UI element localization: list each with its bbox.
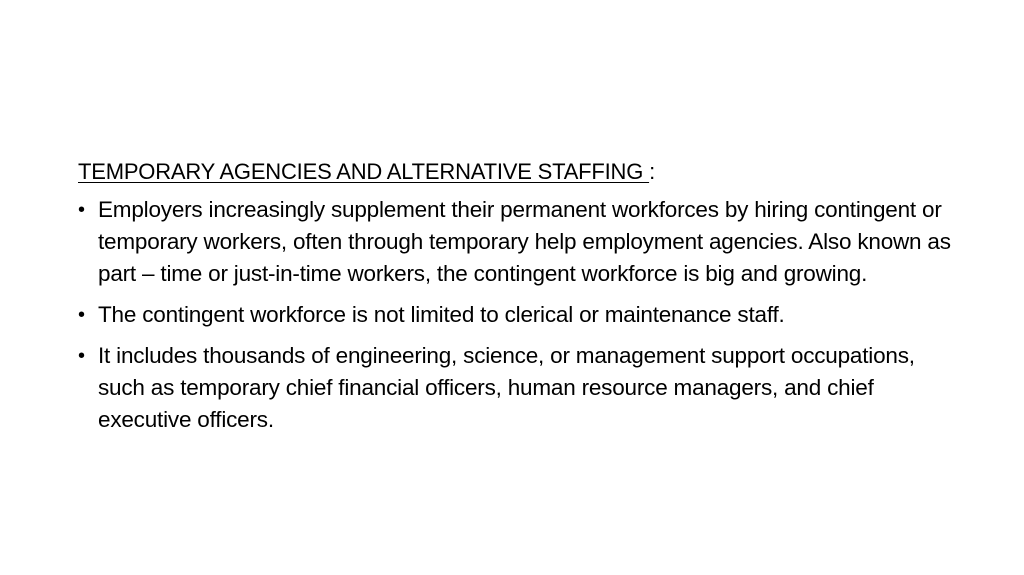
bullet-item xyxy=(78,299,958,331)
bullet-dot-icon: • xyxy=(78,304,85,326)
bullet-item xyxy=(78,340,958,436)
bullet-list xyxy=(78,194,958,436)
slide-heading xyxy=(78,156,958,188)
bullet-dot-icon: • xyxy=(78,345,85,367)
bullet-dot-icon: • xyxy=(78,199,85,221)
bullet-text: The contingent workforce is not limited to clerical or maintenance staff. xyxy=(98,302,785,327)
bullet-text: Employers increasingly supplement their permanent workforces by hiring contingent or temporary workers, often through temporary help employment agencies. Also known as part – time or just-in-time workers, the contingent workforce is big and growing. xyxy=(98,197,951,286)
bullet-text: It includes thousands of engineering, science, or management support occupations, such as temporary chief financial officers, human resource managers, and chief executive officers. xyxy=(98,343,915,432)
slide-heading-colon: : xyxy=(649,159,655,184)
slide-heading-text: TEMPORARY AGENCIES AND ALTERNATIVE STAFFING xyxy=(78,159,650,184)
slide-content xyxy=(78,156,958,445)
bullet-item xyxy=(78,194,958,290)
